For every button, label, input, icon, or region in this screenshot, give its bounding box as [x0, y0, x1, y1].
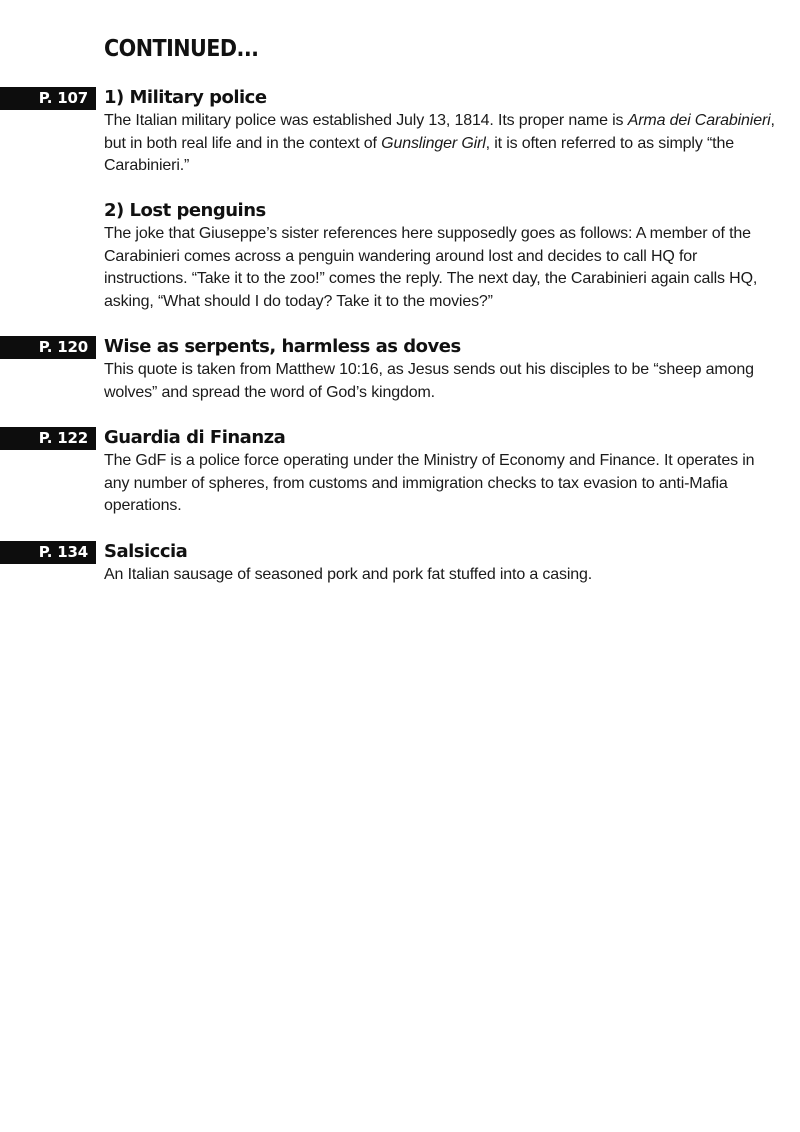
note-body-military-police	[104, 110, 776, 178]
italic-term-arma-dei-carabinieri: Arma dei Carabinieri	[627, 112, 771, 129]
page-tag-107: P. 107	[0, 87, 96, 110]
body-text-segment: The Italian military police was established July 13, 1814. Its proper name is	[104, 112, 628, 129]
note-title-salsiccia: Salsiccia	[104, 541, 188, 562]
note-body-guardia-di-finanza: The GdF is a police force operating under the Ministry of Economy and Finance. It operates in any number of spheres, from customs and immigration checks to tax evasion to anti-Mafia operations.	[104, 452, 755, 515]
note-body-salsiccia: An Italian sausage of seasoned pork and pork fat stuffed into a casing.	[104, 566, 593, 583]
note-title-guardia-di-finanza: Guardia di Finanza	[104, 427, 286, 448]
italic-term-gunslinger-girl: Gunslinger Girl	[381, 134, 486, 152]
note-title-wise-as-serpents: Wise as serpents, harmless as doves	[104, 336, 461, 357]
page-tag-120: P. 120	[0, 336, 96, 359]
note-title-military-police: 1) Military police	[104, 87, 267, 108]
note-military-police	[104, 87, 776, 178]
note-body-wise-as-serpents: This quote is taken from Matthew 10:16, as Jesus sends out his disciples to be “sheep among wolves” and spread the word of God’s kingdom.	[104, 361, 754, 401]
note-lost-penguins	[104, 200, 776, 313]
page-tag-122: P. 122	[0, 427, 96, 450]
note-guardia-di-finanza	[104, 427, 776, 518]
body-text-segment: , it is often referred to as simply “the Carabinieri.”	[104, 134, 734, 175]
note-title-lost-penguins: 2) Lost penguins	[104, 200, 266, 221]
page-heading: CONTINUED...	[104, 36, 259, 62]
page-tag-134: P. 134	[0, 541, 96, 564]
body-text-segment: , but in both real life and in the context of	[104, 112, 775, 152]
note-body-lost-penguins: The joke that Giuseppe’s sister references here supposedly goes as follows: A member of the Carabinieri comes across a penguin wandering around lost and decides to call HQ for instructions. “Take it to the zoo!” comes the reply. The next day, the Carabinieri again calls HQ, asking, “What should I do today? Take it to the movies?”	[104, 225, 758, 310]
note-wise-as-serpents	[104, 336, 776, 404]
note-salsiccia	[104, 541, 776, 587]
